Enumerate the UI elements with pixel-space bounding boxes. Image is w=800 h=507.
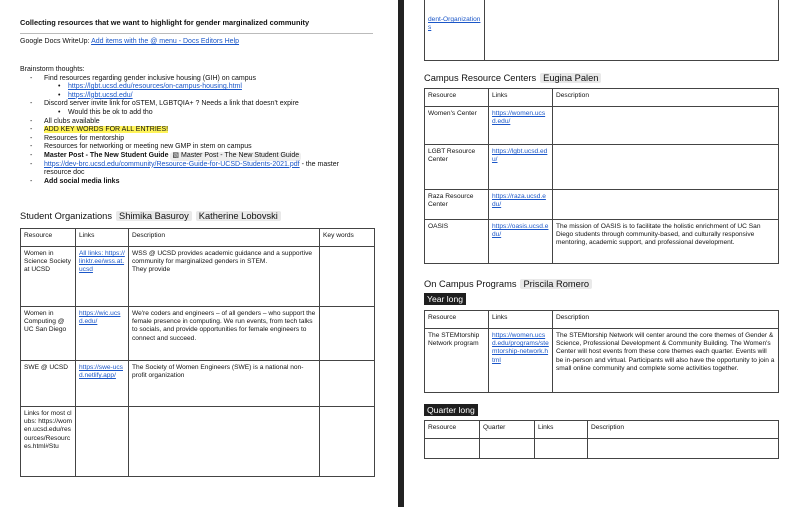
empty-cell <box>485 0 779 61</box>
person-chip[interactable]: Priscila Romero <box>520 279 592 289</box>
table-row <box>425 0 779 61</box>
keywords-cell[interactable] <box>320 307 375 361</box>
writeup-link[interactable]: Add items with the @ menu - Docs Editors Help <box>91 38 240 45</box>
table-row <box>425 107 779 145</box>
gih-housing-link[interactable]: https://lgbt.ucsd.edu/resources/on-campus-housing.html <box>68 83 242 91</box>
table-row <box>425 145 779 190</box>
table-row <box>21 407 375 477</box>
column-header: Key words <box>320 229 375 247</box>
table-row <box>425 439 779 459</box>
links-cell <box>76 361 129 407</box>
lgbt-center-link[interactable]: https://lgbt.ucsd.edu/ <box>492 148 548 164</box>
column-header: Resource <box>425 89 489 107</box>
resource-cell: OASIS <box>425 220 489 264</box>
linktree-link[interactable]: All links: https://linktr.ee/wss.at.ucsd <box>79 250 125 274</box>
column-header: Resource <box>21 229 76 247</box>
quarter-cell[interactable] <box>480 439 535 459</box>
column-header: Links <box>489 89 553 107</box>
list-item: • https://lgbt.ucsd.edu/ <box>58 91 133 99</box>
description-cell <box>553 145 779 190</box>
student-orgs-heading <box>20 211 281 221</box>
campus-centers-table <box>424 88 779 264</box>
table-header-row <box>425 421 779 439</box>
section-title: Campus Resource Centers <box>424 73 537 83</box>
links-cell <box>425 0 485 61</box>
list-item: - Discord server invite link for oSTEM, LGBTQIA+ ? Needs a link that doesn't expire <box>30 100 299 108</box>
table-header-row <box>21 229 375 247</box>
person-chip[interactable]: Katherine Lobovski <box>196 211 281 221</box>
wic-link[interactable]: https://wic.ucsd.edu/ <box>79 310 121 326</box>
raza-center-link[interactable]: https://raza.ucsd.edu/ <box>492 193 546 209</box>
column-header: Description <box>588 421 779 439</box>
quarter-long-table <box>424 420 779 459</box>
year-long-label: Year long <box>424 293 466 305</box>
links-cell[interactable] <box>535 439 588 459</box>
fragment-link[interactable]: dent-Organizations <box>428 16 481 32</box>
womens-center-link[interactable]: https://women.ucsd.edu/ <box>492 110 546 126</box>
links-cell <box>489 329 553 393</box>
table-header-row <box>425 311 779 329</box>
links-cell <box>489 107 553 145</box>
column-header: Links <box>76 229 129 247</box>
list-item: - Master Post - The New Student Guide ▧ Master Post - The New Student Guide <box>30 151 300 159</box>
links-cell <box>76 247 129 307</box>
student-orgs-table <box>20 228 375 477</box>
links-cell <box>489 145 553 190</box>
column-header: Description <box>553 89 779 107</box>
links-cell <box>489 220 553 264</box>
table-row <box>425 190 779 220</box>
table-row <box>425 220 779 264</box>
list-item: • https://lgbt.ucsd.edu/resources/on-campus-housing.html <box>58 83 242 91</box>
year-long-table <box>424 310 779 393</box>
highlighted-note: ADD KEY WORDS FOR ALL ENTRIES! <box>44 126 169 134</box>
person-chip[interactable]: Shimika Basuroy <box>116 211 192 221</box>
writeup-line <box>20 38 239 45</box>
description-cell: We're coders and engineers – of all genders – who support the female presence in computing. We run events, from tech talks to socials, and provide opportunities for female engineers to connect and succeed. <box>129 307 320 361</box>
left-document-page <box>0 0 398 507</box>
column-header: Resource <box>425 421 480 439</box>
resource-cell: Women in Science Society at UCSD <box>21 247 76 307</box>
resource-cell: Women's Center <box>425 107 489 145</box>
description-cell: The STEMtorship Network will center around the core themes of Gender & Science, Professional Development & Community Building. The Women's Center will host events from these core themes each quarter. Events will be in-person and virtual. Participants will also have the opportunity to join a small online community and complete some activities together. <box>553 329 779 393</box>
description-cell: The Society of Women Engineers (SWE) is a national non-profit organization <box>129 361 320 407</box>
year-long-heading <box>424 293 466 305</box>
right-document-page <box>404 0 800 507</box>
table-row <box>425 329 779 393</box>
stemtorship-link[interactable]: https://women.ucsd.edu/programs/stemtorship-network.html <box>492 332 549 364</box>
list-item: - Resources for mentorship <box>30 134 125 142</box>
resource-cell[interactable] <box>425 439 480 459</box>
smart-chip[interactable]: ▧ Master Post - The New Student Guide <box>172 151 300 159</box>
list-item: resource doc <box>44 169 85 177</box>
brainstorm-list <box>20 66 380 186</box>
resource-cell: Women in Computing @ UC San Diego <box>21 307 76 361</box>
links-cell <box>76 307 129 361</box>
table-row <box>21 361 375 407</box>
document-title: Collecting resources that we want to highlight for gender marginalized community <box>20 18 310 27</box>
person-chip[interactable]: Eugina Palen <box>540 73 601 83</box>
brainstorm-heading: Brainstorm thoughts: <box>20 66 85 73</box>
resource-cell: LGBT Resource Center <box>425 145 489 190</box>
column-header: Resource <box>425 311 489 329</box>
table-row <box>21 307 375 361</box>
keywords-cell[interactable] <box>320 407 375 477</box>
keywords-cell[interactable] <box>320 247 375 307</box>
campus-centers-heading <box>424 73 601 83</box>
column-header: Links <box>489 311 553 329</box>
links-cell <box>489 190 553 220</box>
column-header: Description <box>129 229 320 247</box>
description-cell <box>553 107 779 145</box>
description-cell: WSS @ UCSD provides academic guidance and a supportive community for marginalized genders in STEM. They provide <box>129 247 320 307</box>
table-header-row <box>425 89 779 107</box>
doc-icon: ▧ <box>172 151 180 159</box>
section-title: Student Organizations <box>20 211 112 221</box>
writeup-label: Google Docs WriteUp: <box>20 38 90 45</box>
resource-cell: Links for most clubs: https://women.ucsd.edu/resources/Resources.html#Stu <box>21 407 76 477</box>
quarter-long-heading <box>424 404 478 416</box>
description-cell <box>129 407 320 477</box>
links-cell <box>76 407 129 477</box>
list-item: - ADD KEY WORDS FOR ALL ENTRIES! <box>30 126 169 134</box>
quarter-long-label: Quarter long <box>424 404 478 416</box>
oasis-link[interactable]: https://oasis.ucsd.edu/ <box>492 223 549 239</box>
table-continuation <box>424 0 779 61</box>
table-row <box>21 247 375 307</box>
list-item: - Add social media links <box>30 177 120 185</box>
resource-cell: Raza Resource Center <box>425 190 489 220</box>
on-campus-heading <box>424 279 592 289</box>
resource-guide-link[interactable]: https://dev-brc.ucsd.edu/community/Resource-Guide-for-UCSD-Students-2021.pdf <box>44 160 300 168</box>
keywords-cell[interactable] <box>320 361 375 407</box>
list-item: - https://dev-brc.ucsd.edu/community/Resource-Guide-for-UCSD-Students-2021.pdf - the master <box>30 160 339 168</box>
description-cell[interactable] <box>588 439 779 459</box>
description-cell <box>553 190 779 220</box>
swe-link[interactable]: https://swe-ucsd.netlify.app/ <box>79 364 123 380</box>
section-title: On Campus Programs <box>424 279 517 289</box>
list-item: - Resources for networking or meeting new GMP in stem on campus <box>30 143 252 151</box>
title-divider <box>20 33 373 34</box>
list-item: - All clubs available <box>30 117 100 125</box>
description-cell: The mission of OASIS is to facilitate the holistic enrichment of UC San Diego students through community-based, and culturally responsive mentoring, academic support, and professional development. <box>553 220 779 264</box>
lgbt-site-link[interactable]: https://lgbt.ucsd.edu/ <box>68 91 133 99</box>
column-header: Quarter <box>480 421 535 439</box>
resource-cell: The STEMtorship Network program <box>425 329 489 393</box>
list-item: - Find resources regarding gender inclusive housing (GIH) on campus <box>30 74 257 82</box>
list-item: • Would this be ok to add tho <box>58 108 153 116</box>
column-header: Description <box>553 311 779 329</box>
resource-cell: SWE @ UCSD <box>21 361 76 407</box>
column-header: Links <box>535 421 588 439</box>
